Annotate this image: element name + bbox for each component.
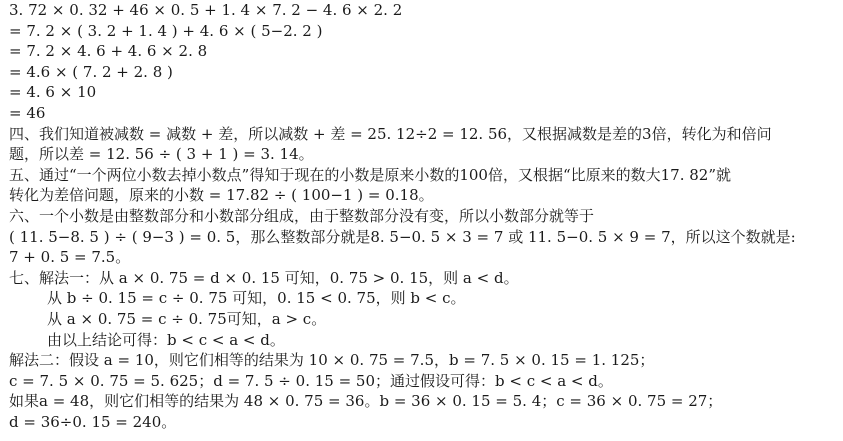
- calc-line-6: = 46: [9, 103, 46, 122]
- method-two-line-4: d = 36÷0. 15 = 240。: [9, 412, 177, 431]
- calc-line-3: = 7. 2 × 4. 6 + 4. 6 × 2. 8: [9, 42, 208, 61]
- section-five-line-2: 转化为差倍问题，原来的小数 = 17.82 ÷ ( 100−1 ) = 0.18。: [9, 186, 434, 205]
- section-five-line-1: 五、通过“一个两位小数去掉小数点”得知于现在的小数是原来小数的100倍，又根据“比原来的数大17. 82”就: [9, 165, 732, 184]
- solution-text-block: [9, 0, 839, 432]
- calc-line-2: = 7. 2 × ( 3. 2 + 1. 4 ) + 4. 6 × ( 5−2. 2 ): [9, 21, 323, 40]
- method-two-line-1: 解法二：假设 a = 10，则它们相等的结果为 10 × 0. 75 = 7.5，b = 7. 5 × 0. 15 = 1. 125；: [9, 351, 655, 370]
- method-two-line-3: 如果a = 48，则它们相等的结果为 48 × 0. 75 = 36。b = 36 × 0. 15 = 5. 4；c = 36 × 0. 75 = 27；: [9, 392, 723, 411]
- section-seven-line-1: 七、解法一：从 a × 0. 75 = d × 0. 15 可知，0. 75 > 0. 15，则 a < d。: [9, 268, 519, 287]
- section-seven-line-4: 由以上结论可得：b < c < a < d。: [47, 330, 285, 349]
- section-seven-line-2: 从 b ÷ 0. 15 = c ÷ 0. 75 可知，0. 15 < 0. 75，则 b < c。: [47, 289, 466, 308]
- section-seven-line-3: 从 a × 0. 75 = c ÷ 0. 75可知，a > c。: [47, 309, 327, 328]
- section-six-line-3: 7 + 0. 5 = 7.5。: [9, 248, 131, 267]
- method-two-line-2: c = 7. 5 × 0. 75 = 5. 625；d = 7. 5 ÷ 0. 15 = 50；通过假设可得：b < c < a < d。: [9, 371, 613, 390]
- calc-line-5: = 4. 6 × 10: [9, 83, 97, 102]
- section-six-line-2: ( 11. 5−8. 5 ) ÷ ( 9−3 ) = 0. 5，那么整数部分就是8. 5−0. 5 × 3 = 7 或 11. 5−0. 5 × 9 = 7，所以这个数就是:: [9, 227, 796, 246]
- section-four-line-2: 题，所以差 = 12. 56 ÷ ( 3 + 1 ) = 3. 14。: [9, 145, 314, 164]
- calc-line-1: 3. 72 × 0. 32 + 46 × 0. 5 + 1. 4 × 7. 2 − 4. 6 × 2. 2: [9, 1, 403, 19]
- section-four-line-1: 四、我们知道被减数 = 减数 + 差，所以减数 + 差 = 25. 12÷2 = 12. 56，又根据减数是差的3倍，转化为和倍问: [9, 124, 772, 143]
- calc-line-4: = 4.6 × ( 7. 2 + 2. 8 ): [9, 62, 173, 81]
- section-six-line-1: 六、一个小数是由整数部分和小数部分组成，由于整数部分没有变，所以小数部分就等于: [9, 206, 595, 225]
